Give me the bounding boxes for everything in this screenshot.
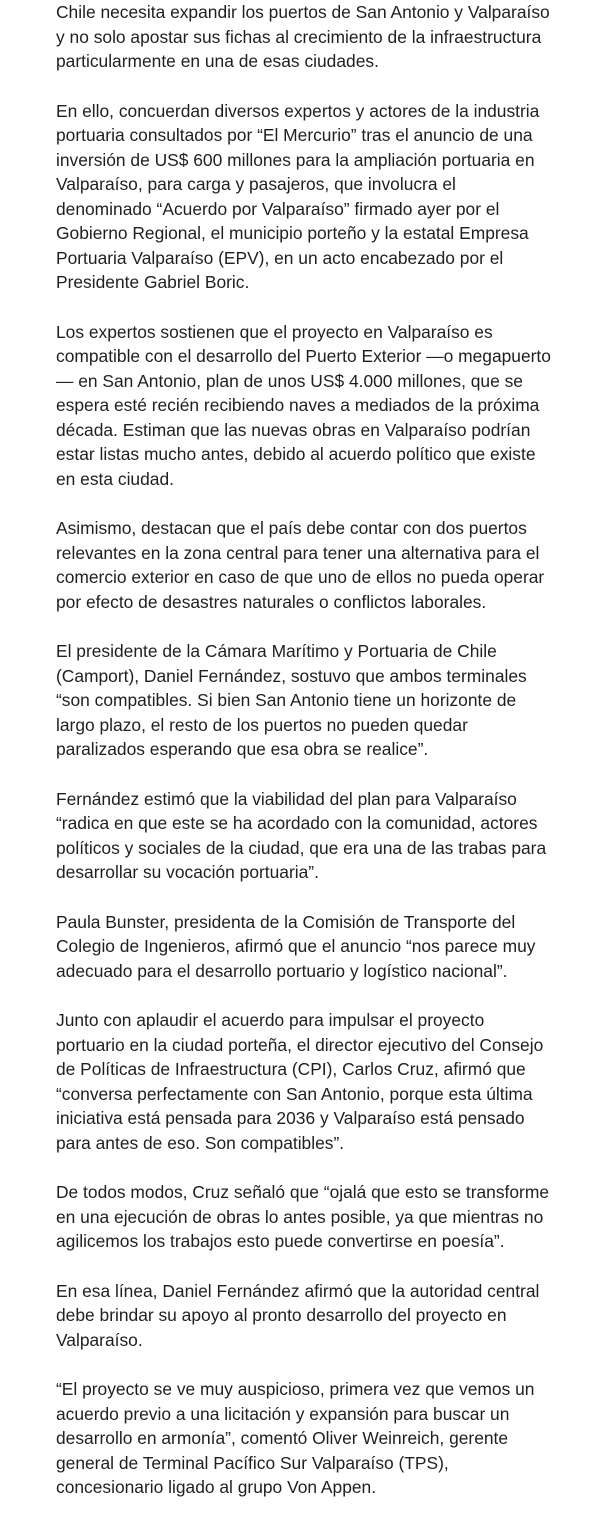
- paragraph-5: El presidente de la Cámara Marítimo y Portuaria de Chile (Camport), Daniel Fernández, sostuvo que ambos terminales “son compatibles. Si bien San Antonio tiene un horizonte de largo plazo, el resto de los puertos no pueden quedar paralizados esperando que esa obra se realice”.: [56, 641, 527, 759]
- paragraph-8: Junto con aplaudir el acuerdo para impulsar el proyecto portuario en la ciudad porteña, el director ejecutivo del Consejo de Políticas de Infraestructura (CPI), Carlos Cruz, afirmó que “conversa perfectamente con San Antonio, porque esta última iniciativa está pensada para 2036 y Valparaíso está pensado para antes de eso. Son compatibles”.: [56, 1010, 544, 1153]
- paragraph-11: “El proyecto se ve muy auspicioso, primera vez que vemos un acuerdo previo a una licitación y expansión para buscar un desarrollo en armonía”, comentó Oliver Weinreich, gerente general de Terminal Pacífico Sur Valparaíso (TPS), concesionario ligado al grupo Von Appen.: [56, 1379, 535, 1497]
- paragraph-4: Asimismo, destacan que el país debe contar con dos puertos relevantes en la zona central para tener una alternativa para el comercio exterior en caso de que uno de ellos no pueda operar por efecto de desastres naturales o conflictos laborales.: [56, 518, 545, 612]
- paragraph-9: De todos modos, Cruz señaló que “ojalá que esto se transforme en una ejecución de obras lo antes posible, ya que mientras no agilicemos los trabajos esto puede convertirse en poesía”.: [56, 1182, 550, 1251]
- paragraph-3: Los expertos sostienen que el proyecto en Valparaíso es compatible con el desarrollo del Puerto Exterior —o megapuerto— en San Antonio, plan de unos US$ 4.000 millones, que se espera esté recién recibiendo naves a mediados de la próxima década. Estiman que las nuevas obras en Valparaíso podrían estar listas mucho antes, debido al acuerdo político que existe en esta ciudad.: [56, 321, 551, 489]
- paragraph-2: En ello, concuerdan diversos expertos y actores de la industria portuaria consultados por “El Mercurio” tras el anuncio de una inversión de US$ 600 millones para la ampliación portuaria en Valparaíso, para carga y pasajeros, que involucra el denominado “Acuerdo por Valparaíso” firmado ayer por el Gobierno Regional, el municipio porteño y la estatal Empresa Portuaria Valparaíso (EPV), en un acto encabezado por el Presidente Gabriel Boric.: [56, 100, 540, 292]
- article-body: [56, 0, 556, 1525]
- paragraph-7: Paula Bunster, presidenta de la Comisión de Transporte del Colegio de Ingenieros, afirmó que el anuncio “nos parece muy adecuado para el desarrollo portuario y logístico nacional”.: [56, 911, 536, 981]
- paragraph-10: En esa línea, Daniel Fernández afirmó que la autoridad central debe brindar su apoyo al pronto desarrollo del proyecto en Valparaíso.: [56, 1280, 540, 1350]
- paragraph-1: Chile necesita expandir los puertos de San Antonio y Valparaíso y no solo apostar sus fichas al crecimiento de la infraestructura particularmente en una de esas ciudades.: [56, 2, 550, 71]
- paragraph-6: Fernández estimó que la viabilidad del plan para Valparaíso “radica en que este se ha acordado con la comunidad, actores políticos y sociales de la ciudad, que era una de las trabas para desarrollar su vocación portuaria”.: [56, 788, 547, 882]
